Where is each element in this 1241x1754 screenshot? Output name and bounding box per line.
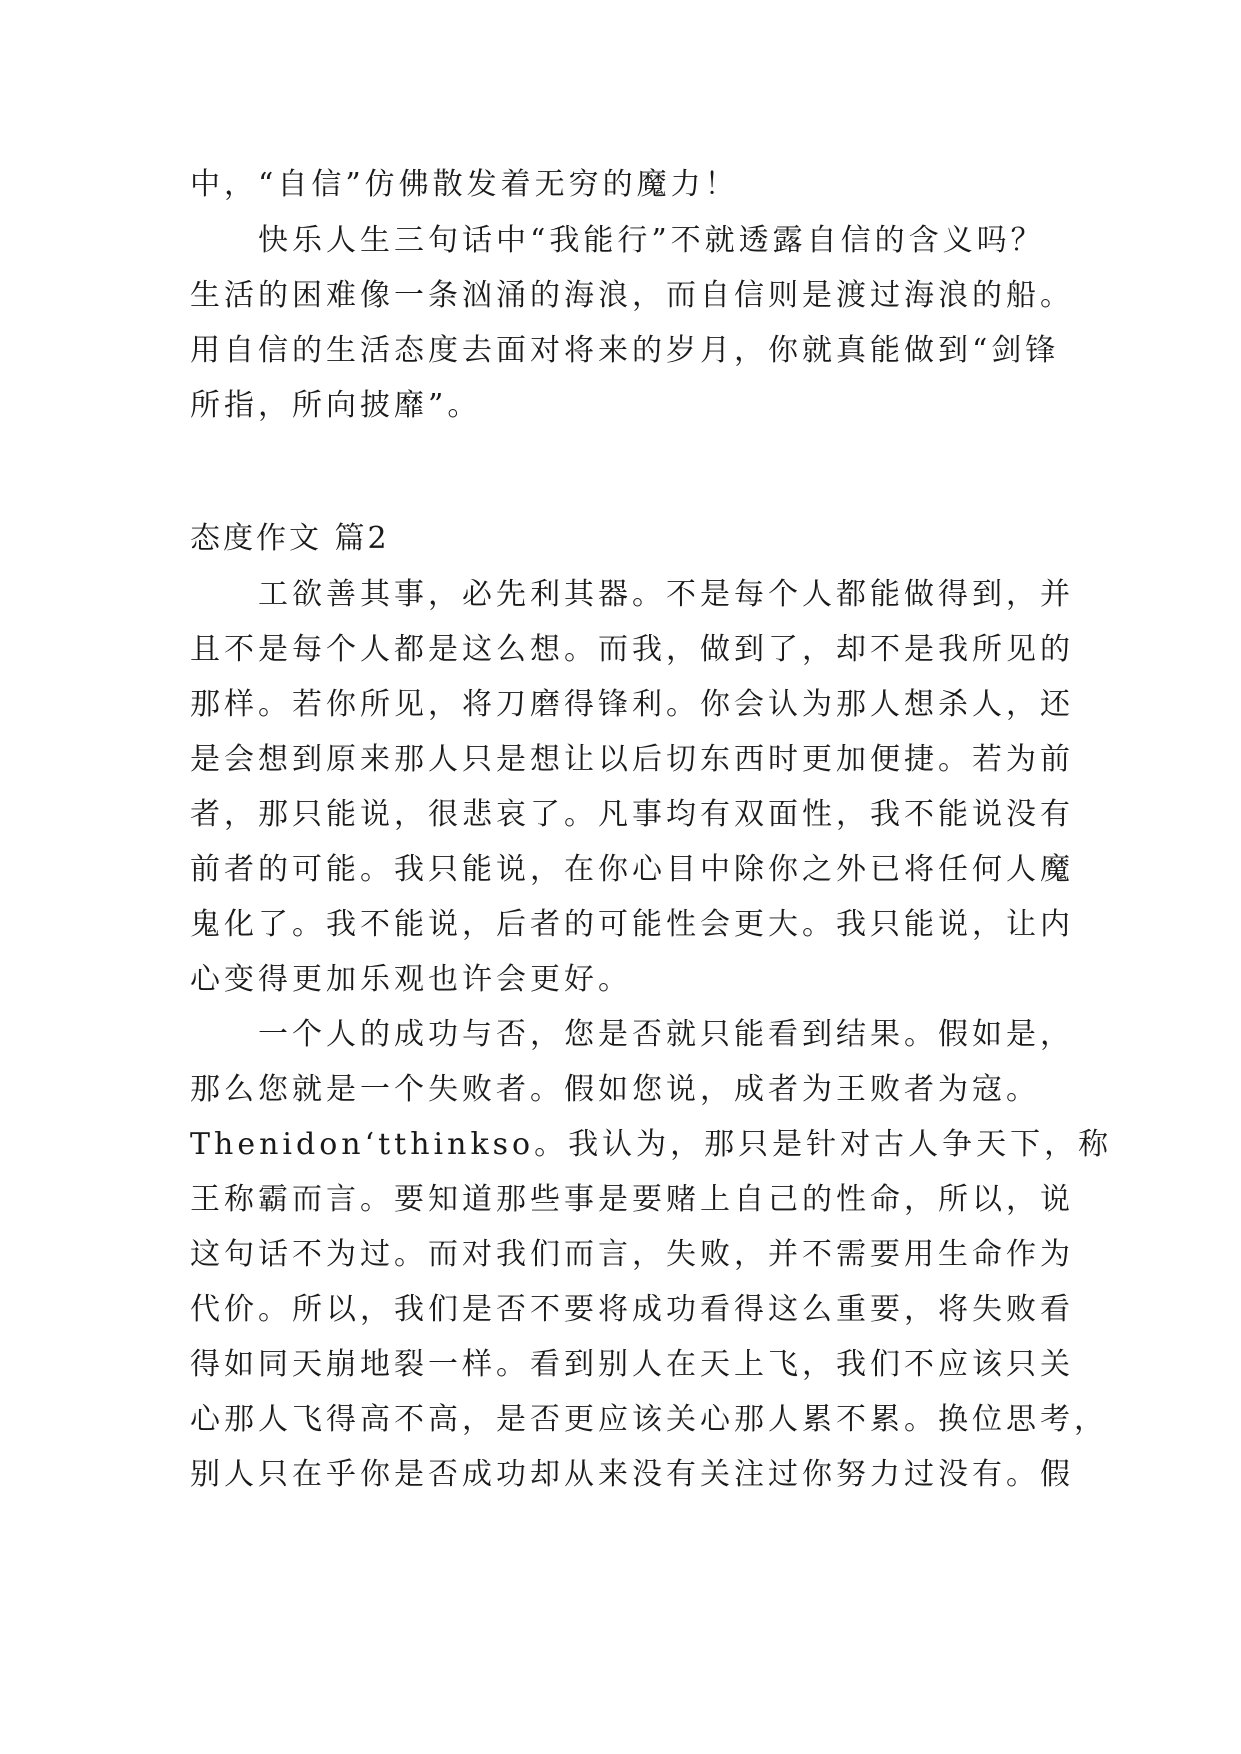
paragraph-line: 所指，所向披靡”。 [190, 388, 482, 423]
paragraph-line: 工欲善其事，必先利其器。不是每个人都能做得到，并 [258, 577, 1074, 612]
paragraph-line: 中，“自信”仿佛散发着无穷的魔力！ [190, 167, 739, 202]
paragraph-line: 鬼化了。我不能说，后者的可能性会更大。我只能说，让内 [190, 907, 1074, 942]
paragraph-line: 心那人飞得高不高，是否更应该关心那人累不累。换位思考， [190, 1402, 1108, 1437]
paragraph-line: 代价。所以，我们是否不要将成功看得这么重要，将失败看 [190, 1292, 1074, 1327]
paragraph-line: 生活的困难像一条汹涌的海浪，而自信则是渡过海浪的船。 [190, 278, 1074, 313]
paragraph-line: 且不是每个人都是这么想。而我，做到了，却不是我所见的 [190, 632, 1074, 667]
paragraph-line: 心变得更加乐观也许会更好。 [190, 962, 632, 997]
paragraph-line: 这句话不为过。而对我们而言，失败，并不需要用生命作为 [190, 1237, 1074, 1272]
section-heading: 态度作文 篇2 [190, 521, 390, 556]
paragraph-line: 一个人的成功与否，您是否就只能看到结果。假如是， [258, 1017, 1074, 1052]
paragraph-line: 那么您就是一个失败者。假如您说，成者为王败者为寇。 [190, 1072, 1040, 1107]
paragraph-line: 快乐人生三句话中“我能行”不就透露自信的含义吗？ [258, 223, 1045, 258]
paragraph-line: 王称霸而言。要知道那些事是要赌上自己的性命，所以，说 [190, 1182, 1074, 1217]
paragraph-line: 那样。若你所见，将刀磨得锋利。你会认为那人想杀人，还 [190, 687, 1074, 722]
paragraph-line: 别人只在乎你是否成功却从来没有关注过你努力过没有。假 [190, 1457, 1074, 1492]
paragraph-line: 是会想到原来那人只是想让以后切东西时更加便捷。若为前 [190, 742, 1074, 777]
paragraph-line: 用自信的生活态度去面对将来的岁月，你就真能做到“剑锋 [190, 333, 1060, 368]
paragraph-line: Thenidon‘tthinkso。我认为，那只是针对古人争天下，称 [190, 1127, 1113, 1162]
paragraph-line: 者，那只能说，很悲哀了。凡事均有双面性，我不能说没有 [190, 797, 1074, 832]
paragraph-line: 得如同天崩地裂一样。看到别人在天上飞，我们不应该只关 [190, 1347, 1074, 1382]
paragraph-line: 前者的可能。我只能说，在你心目中除你之外已将任何人魔 [190, 852, 1074, 887]
